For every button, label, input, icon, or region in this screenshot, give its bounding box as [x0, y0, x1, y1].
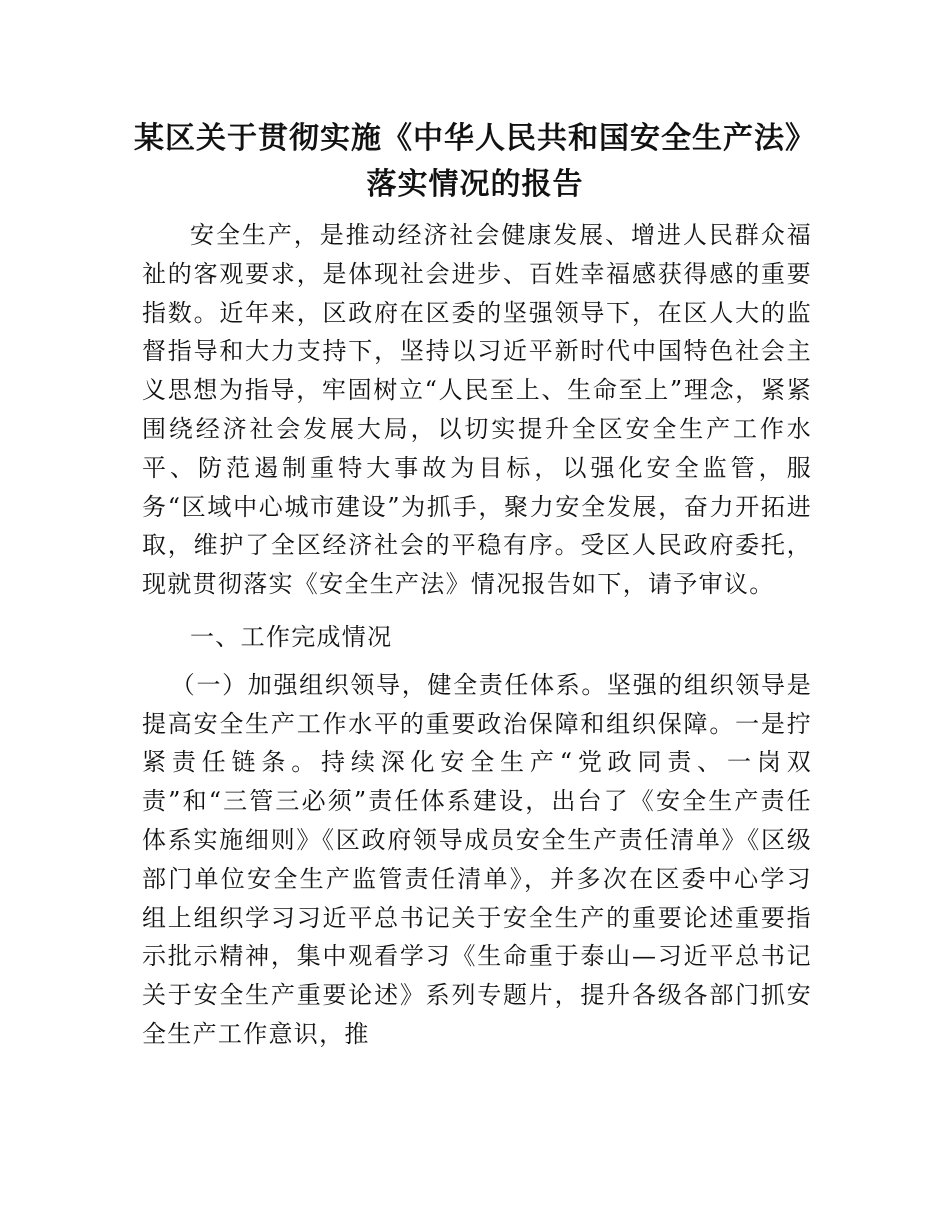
document-body — [142, 216, 812, 1054]
section-heading: 一、工作完成情况 — [190, 622, 393, 651]
subsection-paragraph: （一）加强组织领导，健全责任体系。坚强的组织领导是提高安全生产工作水平的重要政治保障和组织保障。一是拧紧责任链条。持续深化安全生产“党政同责、一岗双责”和“三管三必须”责任体系建设，出台了《安全生产责任体系实施细则》《区政府领导成员安全生产责任清单》《区级部门单位安全生产监管责任清单》，并多次在区委中心学习组上组织学习习近平总书记关于安全生产的重要论述重要指示批示精神，集中观看学习《生命重于泰山—习近平总书记关于安全生产重要论述》系列专题片，提升各级各部门抓安全生产工作意识，推 — [142, 670, 812, 1048]
document-title: 某区关于贯彻实施《中华人民共和国安全生产法》落实情况的报告 — [134, 121, 816, 202]
intro-paragraph: 安全生产，是推动经济社会健康发展、增进人民群众福祉的客观要求，是体现社会进步、百姓幸福感获得感的重要指数。近年来，区政府在区委的坚强领导下，在区人大的监督指导和大力支持下，坚持以习近平新时代中国特色社会主义思想为指导，牢固树立“人民至上、生命至上”理念，紧紧围绕经济社会发展大局，以切实提升全区安全生产工作水平、防范遏制重特大事故为目标，以强化安全监管，服务“区域中心城市建设”为抓手，聚力安全发展，奋力开拓进取，维护了全区经济社会的平稳有序。受区人民政府委托，现就贯彻落实《安全生产法》情况报告如下，请予审议。 — [142, 221, 812, 599]
